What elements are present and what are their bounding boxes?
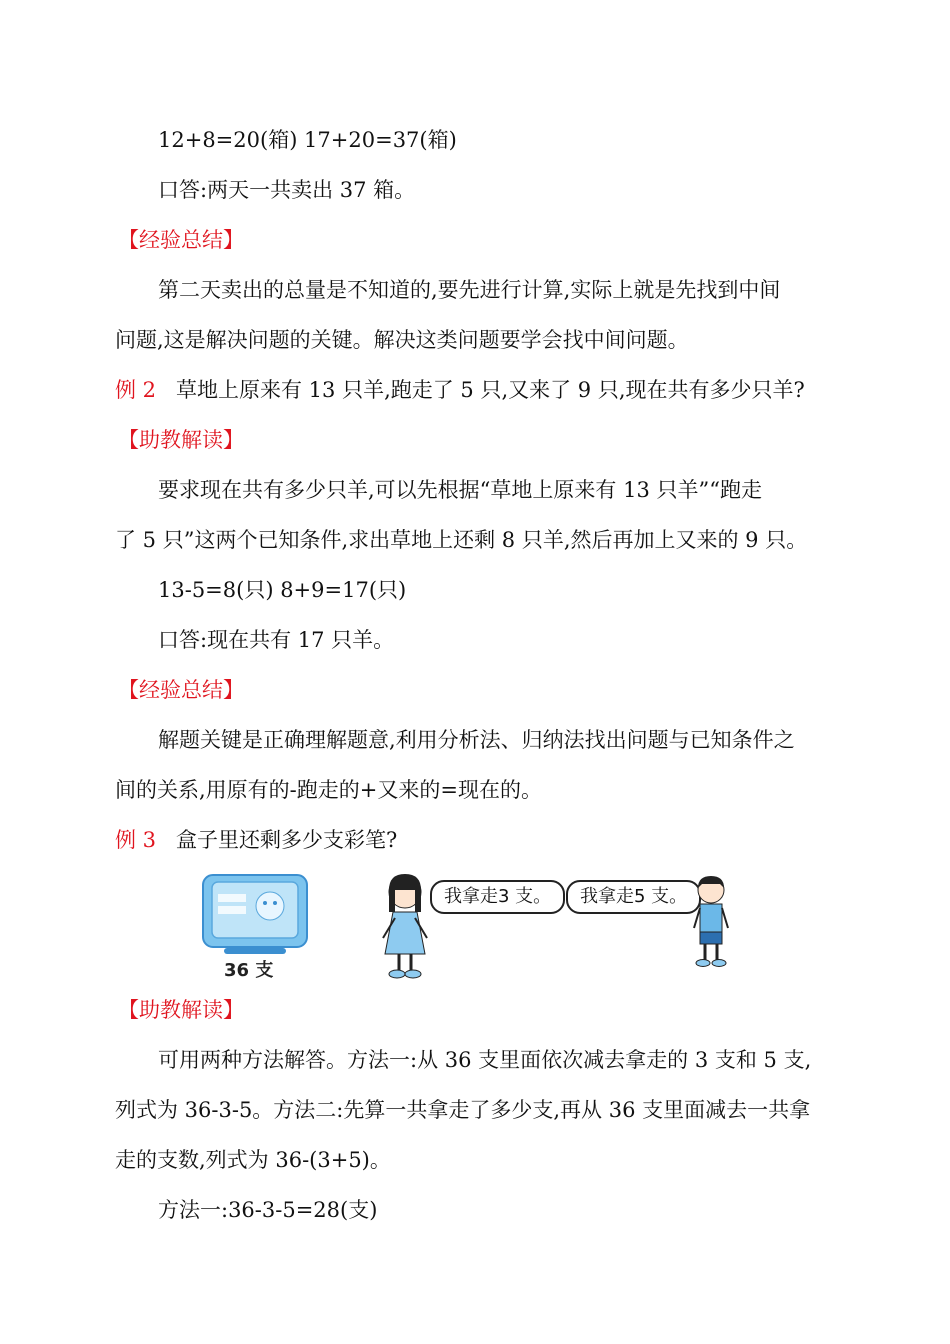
girl-figure-icon <box>375 872 435 982</box>
pencil-box-icon <box>200 872 310 956</box>
boy-speech-bubble: 我拿走5 支。 <box>566 880 701 914</box>
tutor-1-line-b: 了 5 只”这两个已知条件,求出草地上还剩 8 只羊,然后再加上又来的 9 只。 <box>115 528 808 552</box>
example-2-label: 例 2 <box>115 378 157 402</box>
boy-figure-icon <box>686 872 736 972</box>
summary-2-line-b: 间的关系,用原有的-跑走的+又来的=现在的。 <box>115 778 542 802</box>
example-3-label: 例 3 <box>115 828 157 852</box>
section-heading-tutor-2: 【助教解读】 <box>118 998 244 1022</box>
summary-2-line-a: 解题关键是正确理解题意,利用分析法、归纳法找出问题与已知条件之 <box>158 728 795 752</box>
example-2-question: 草地上原来有 13 只羊,跑走了 5 只,又来了 9 只,现在共有多少只羊? <box>176 378 805 402</box>
tutor-2-line-a: 可用两种方法解答。方法一:从 36 支里面依次减去拿走的 3 支和 5 支, <box>158 1048 812 1072</box>
tutor-2-line-c: 走的支数,列式为 36-(3+5)。 <box>115 1148 391 1172</box>
summary-1-line-a: 第二天卖出的总量是不知道的,要先进行计算,实际上就是先找到中间 <box>158 278 781 302</box>
example-3-illustration <box>200 872 720 982</box>
section-heading-summary-1: 【经验总结】 <box>118 228 244 252</box>
calc-line-2: 13-5=8(只) 8+9=17(只) <box>158 578 407 602</box>
section-heading-tutor-1: 【助教解读】 <box>118 428 244 452</box>
answer-line-2: 口答:现在共有 17 只羊。 <box>158 628 395 652</box>
pencil-count-label: 36 支 <box>224 960 274 981</box>
tutor-2-line-b: 列式为 36-3-5。方法二:先算一共拿走了多少支,再从 36 支里面减去一共拿 <box>115 1098 811 1122</box>
answer-line-1: 口答:两天一共卖出 37 箱。 <box>158 178 416 202</box>
girl-speech-bubble: 我拿走3 支。 <box>430 880 565 914</box>
section-heading-summary-2: 【经验总结】 <box>118 678 244 702</box>
calc-line-1: 12+8=20(箱) 17+20=37(箱) <box>158 128 457 152</box>
tutor-1-line-a: 要求现在共有多少只羊,可以先根据“草地上原来有 13 只羊”“跑走 <box>158 478 762 502</box>
example-3-question: 盒子里还剩多少支彩笔? <box>176 828 398 852</box>
summary-1-line-b: 问题,这是解决问题的关键。解决这类问题要学会找中间问题。 <box>115 328 689 352</box>
method-1-calc: 方法一:36-3-5=28(支) <box>158 1198 378 1222</box>
